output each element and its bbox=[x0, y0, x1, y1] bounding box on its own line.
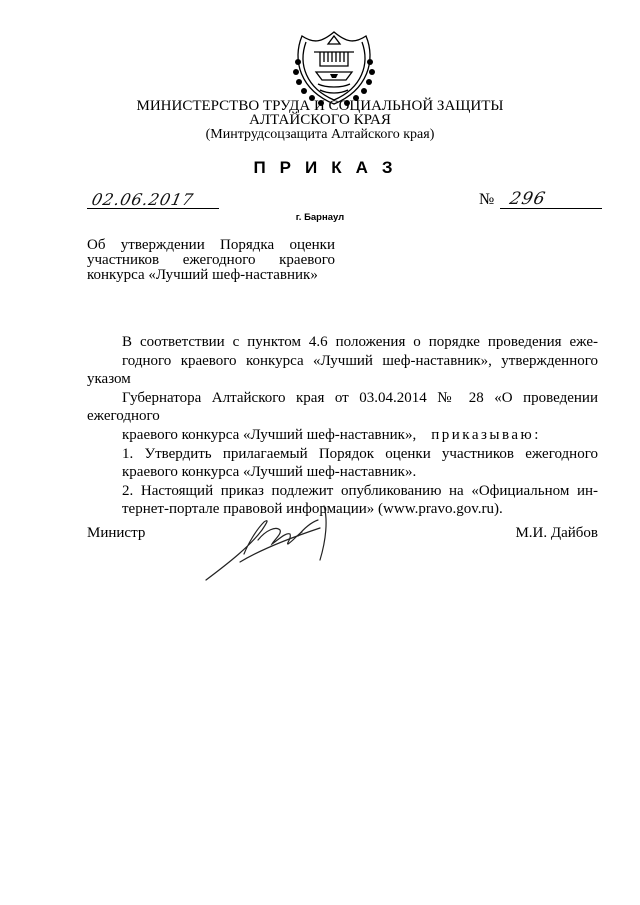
subject-line: конкурса «Лучший шеф-наставник» bbox=[87, 267, 318, 283]
body-paragraph-preamble bbox=[87, 333, 598, 445]
number-underline bbox=[500, 208, 602, 209]
order-verb: приказываю: bbox=[431, 426, 541, 443]
order-date: 02.06.2017 bbox=[89, 190, 196, 209]
body-line: краевого конкурса «Лучший шеф-наставник». bbox=[122, 464, 417, 481]
body-line: годного краевого конкурса «Лучший шеф-наставник», утвержденного указом bbox=[87, 352, 598, 388]
handwritten-signature bbox=[200, 500, 345, 585]
order-number: 296 bbox=[507, 189, 548, 209]
body-line: 1. Утвердить прилагаемый Порядок оценки участников ежегодного bbox=[122, 445, 598, 462]
number-label: № bbox=[479, 191, 495, 208]
ministry-short-name: (Минтрудсоцзащита Алтайского края) bbox=[205, 127, 435, 142]
subject-line: Об утверждении Порядка оценки bbox=[87, 237, 335, 253]
body-line: тернет-портале правовой информации» (www.pravo.gov.ru). bbox=[122, 501, 503, 518]
city-label: г. Барнаул bbox=[295, 212, 345, 223]
body-line: Губернатора Алтайского края от 03.04.2014 № 28 «О проведении ежегодного bbox=[87, 389, 598, 425]
ministry-name-line1: МИНИСТЕРСТВО ТРУДА И СОЦИАЛЬНОЙ ЗАЩИТЫ bbox=[136, 98, 504, 114]
body-line: В соответствии с пунктом 4.6 положения о порядке проведения еже- bbox=[122, 334, 598, 350]
body-line: 2. Настоящий приказ подлежит опубликованию на «Официальном ин- bbox=[122, 482, 598, 499]
ministry-name-line2: АЛТАЙСКОГО КРАЯ bbox=[249, 112, 391, 128]
document-title: ПРИКАЗ bbox=[253, 158, 407, 177]
signatory-position: Министр bbox=[87, 525, 146, 541]
signatory-name: М.И. Дайбов bbox=[515, 525, 598, 541]
subject-line: участников ежегодного краевого bbox=[87, 252, 335, 268]
body-paragraph-item-1 bbox=[87, 445, 598, 482]
order-body bbox=[87, 333, 598, 519]
body-line bbox=[87, 426, 598, 445]
body-line-text: краевого конкурса «Лучший шеф-наставник», bbox=[122, 426, 417, 443]
order-subject bbox=[87, 238, 335, 283]
date-underline bbox=[87, 208, 219, 209]
coat-of-arms-emblem bbox=[290, 22, 378, 108]
